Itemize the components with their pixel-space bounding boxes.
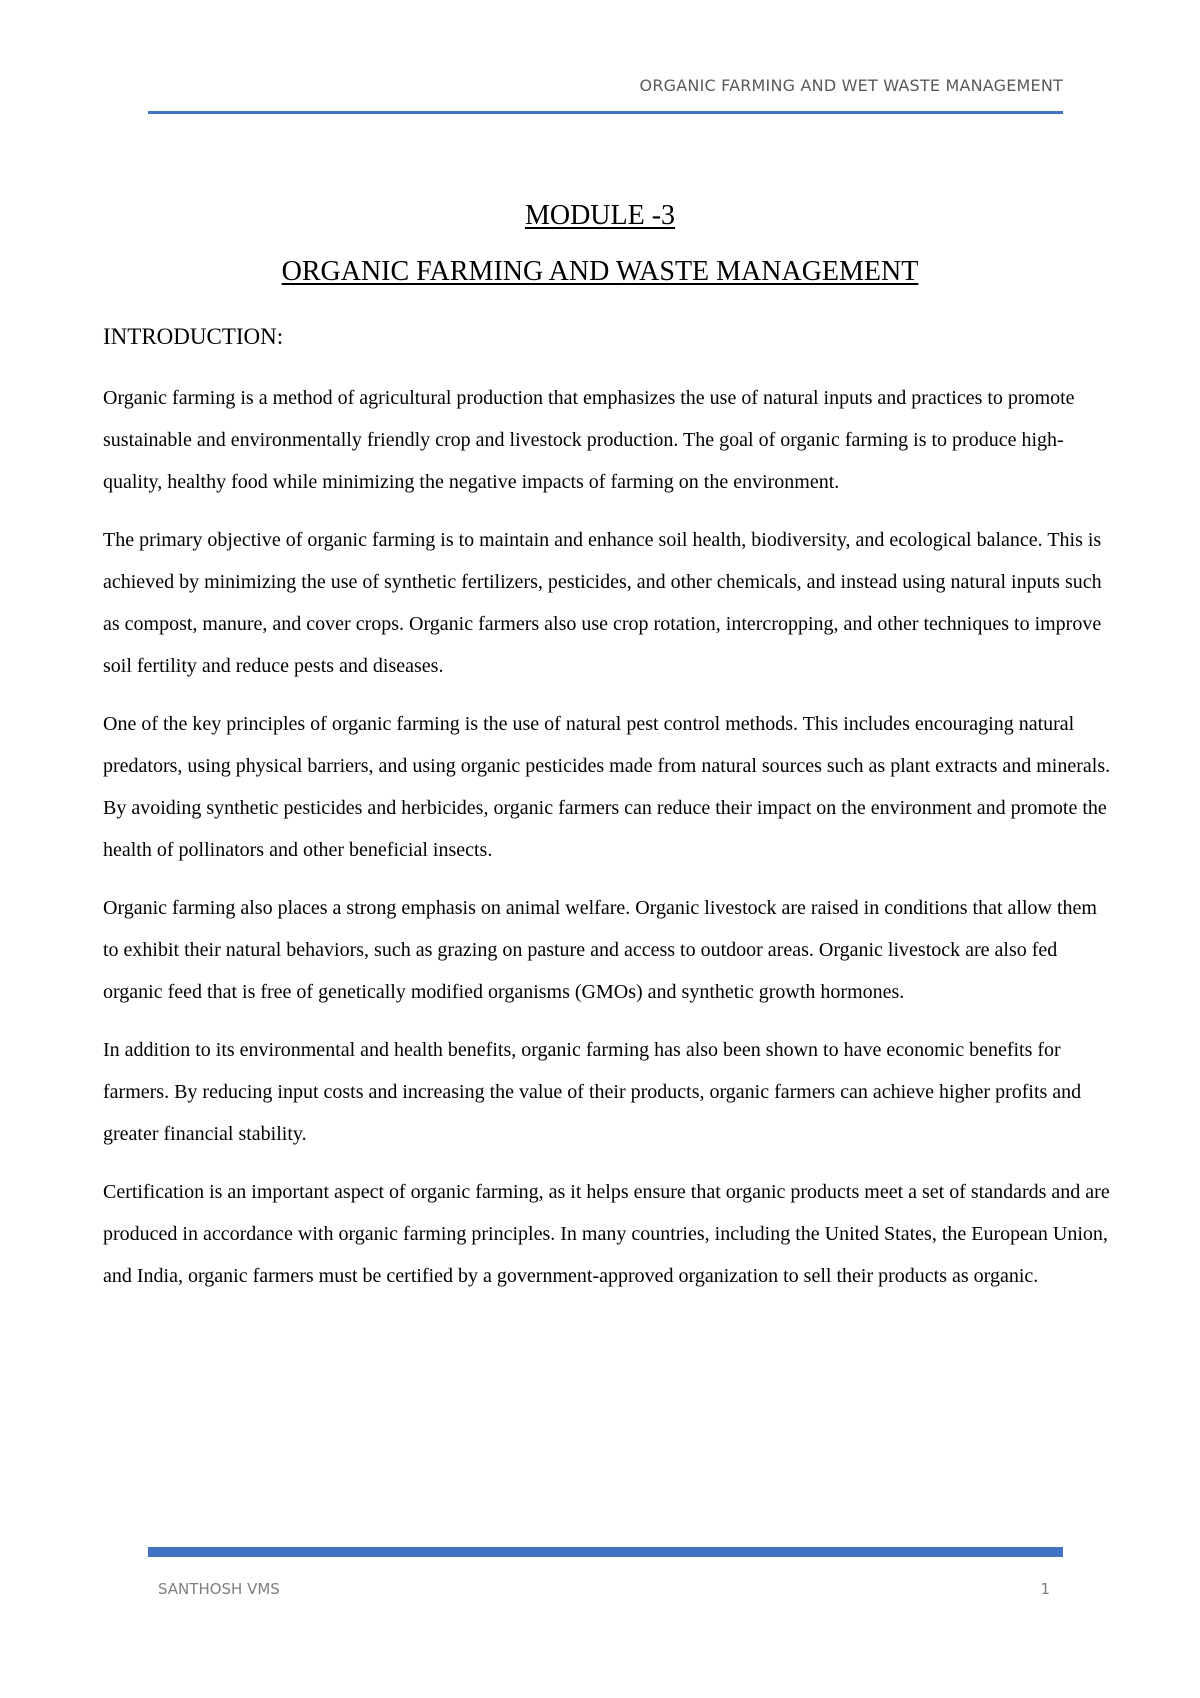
footer-author: SANTHOSH VMS [158, 1580, 280, 1598]
header-divider [148, 111, 1063, 114]
page-number: 1 [1040, 1580, 1050, 1598]
paragraph-5: In addition to its environmental and health benefits, organic farming has also been shown to have economic benefits for farmers. By reducing input costs and increasing the value of their products, organic farmers can achieve higher profits and greater financial stability. [103, 1039, 1082, 1145]
paragraph-4: Organic farming also places a strong emphasis on animal welfare. Organic livestock are raised in conditions that allow them to exhibit their natural behaviors, such as grazing on pasture and access to outdoor areas. Organic livestock are also fed organic feed that is free of genetically modified organisms (GMOs) and synthetic growth hormones. [103, 897, 1097, 1003]
paragraph-3: One of the key principles of organic farming is the use of natural pest control methods. This includes encouraging natural predators, using physical barriers, and using organic pesticides made from natural sources such as plant extracts and minerals. By avoiding synthetic pesticides and herbicides, organic farmers can reduce their impact on the environment and promote the health of pollinators and other beneficial insects. [103, 713, 1111, 861]
paragraph-6: Certification is an important aspect of organic farming, as it helps ensure that organic products meet a set of standards and are produced in accordance with organic farming principles. In many countries, including the United States, the European Union, and India, organic farmers must be certified by a government-approved organization to sell their products as organic. [103, 1181, 1110, 1287]
section-heading: INTRODUCTION: [103, 324, 284, 349]
running-header: ORGANIC FARMING AND WET WASTE MANAGEMENT [639, 76, 1063, 95]
paragraph-1: Organic farming is a method of agricultural production that emphasizes the use of natural inputs and practices to promote sustainable and environmentally friendly crop and livestock production. The goal of organic farming is to produce high-quality, healthy food while minimizing the negative impacts of farming on the environment. [103, 387, 1075, 493]
module-label: MODULE -3 [524, 200, 676, 231]
document-body [103, 322, 1113, 1313]
footer-divider [148, 1547, 1063, 1557]
paragraph-2: The primary objective of organic farming is to maintain and enhance soil health, biodiversity, and ecological balance. This is achieved by minimizing the use of synthetic fertilizers, pesticides, and other chemicals, and instead using natural inputs such as compost, manure, and cover crops. Organic farmers also use crop rotation, intercropping, and other techniques to improve soil fertility and reduce pests and diseases. [103, 529, 1102, 677]
page-title: ORGANIC FARMING AND WASTE MANAGEMENT [281, 256, 919, 287]
